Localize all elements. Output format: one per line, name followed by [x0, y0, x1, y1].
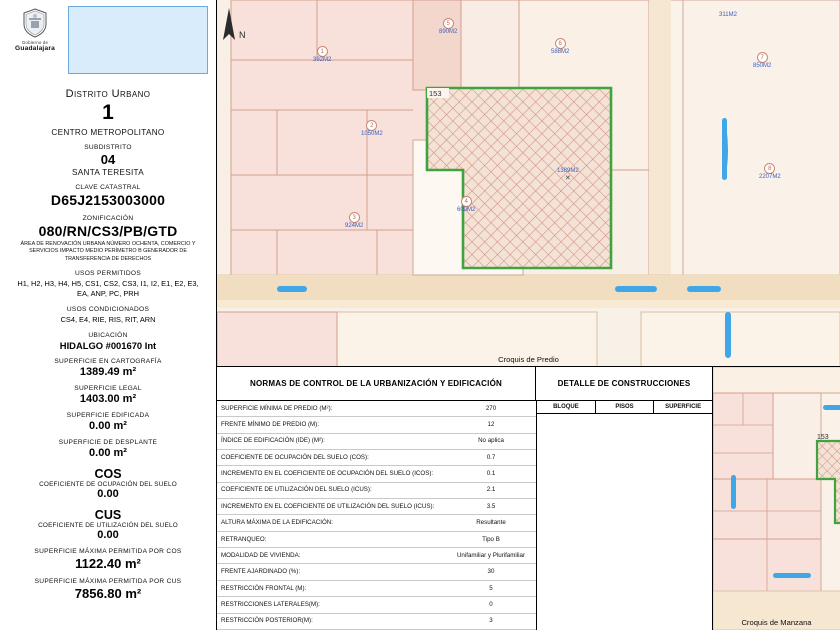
detalle-table	[537, 401, 712, 414]
superficie-edificada-label: SUPERFICIE EDIFICADA	[66, 411, 150, 419]
norm-value: 0.1	[445, 466, 537, 482]
subdistrito-label: SUBDISTRITO	[84, 144, 132, 151]
norms-title: NORMAS DE CONTROL DE LA URBANIZACIÓN Y EDIFICACIÓN	[217, 367, 536, 400]
usos-condicionados-value: CS4, E4, RIE, RIS, RIT, ARN	[60, 314, 156, 324]
right-column	[217, 0, 840, 630]
block-map-caption: Croquis de Manzana	[741, 618, 812, 627]
norms-panel	[217, 367, 713, 630]
max-cus-value: 7856.80 m²	[74, 585, 142, 601]
norm-key: COEFICIENTE DE UTILIZACIÓN DEL SUELO (ICUS):	[217, 482, 445, 498]
norm-value: 2.1	[445, 482, 537, 498]
ubicacion-label: UBICACIÓN	[88, 331, 128, 339]
table-row	[217, 548, 537, 564]
norm-value: 12	[445, 417, 537, 433]
table-row	[217, 401, 537, 417]
table-row	[217, 499, 537, 515]
usos-permitidos-value: H1, H2, H3, H4, H5, CS1, CS2, CS3, I1, I2, E1, E2, E3, EA, ANP, PC, PRH	[17, 278, 199, 298]
cos-title: COS	[94, 466, 122, 481]
norm-value: 270	[445, 401, 537, 417]
clave-catastral-value: D65J2153003000	[50, 192, 166, 208]
parcel-label-4: 4 600M2	[457, 196, 475, 213]
norm-key: MODALIDAD DE VIVIENDA:	[217, 548, 445, 564]
government-crest	[6, 6, 64, 52]
norms-body	[217, 401, 712, 630]
norm-key: COEFICIENTE DE OCUPACIÓN DEL SUELO (COS):	[217, 449, 445, 465]
parcel-label-3: 3 924M2	[345, 212, 363, 229]
norm-key: SUPERFICIE MÍNIMA DE PREDIO (M²):	[217, 401, 445, 417]
logo-placeholder	[68, 6, 208, 74]
norm-key: RESTRICCIÓN POSTERIOR(M):	[217, 613, 445, 629]
table-row	[217, 417, 537, 433]
detalle-construcciones-panel	[536, 401, 712, 630]
norm-value: 30	[445, 564, 537, 580]
norm-key: FRENTE MÍNIMO DE PREDIO (M):	[217, 417, 445, 433]
norm-key: ALTURA MÁXIMA DE LA EDIFICACIÓN:	[217, 515, 445, 531]
col-superficie: SUPERFICIE	[654, 401, 712, 414]
parcel-map-svg	[217, 0, 840, 367]
col-bloque: BLOQUE	[537, 401, 595, 414]
ubicacion-value: HIDALGO #001670 Int	[59, 339, 157, 351]
norm-key: RESTRICCIÓN FRONTAL (M):	[217, 580, 445, 596]
table-row	[217, 515, 537, 531]
parcel-label-2: 2 1050M2	[361, 120, 383, 137]
norm-value: 3.5	[445, 499, 537, 515]
superficie-desplante-value: 0.00 m²	[89, 446, 127, 459]
info-panel	[0, 0, 217, 630]
norm-key: RESTRICCIONES LATERALES(M):	[217, 597, 445, 613]
norm-value: 3	[445, 613, 537, 629]
max-cos-label: SUPERFICIE MÁXIMA PERMITIDA POR COS	[34, 547, 182, 555]
parcel-label-6: 6 588M2	[551, 38, 569, 55]
cus-subtitle: COEFICIENTE DE UTILIZACIÓN DEL SUELO	[38, 521, 178, 529]
distrito-label: Distrito Urbano	[65, 88, 151, 100]
block-map-svg	[713, 367, 840, 630]
cus-title: CUS	[94, 507, 122, 522]
parcel-label-5: 5 890M2	[439, 18, 457, 35]
crest-line1: Gobierno de	[21, 40, 49, 45]
norms-table	[217, 401, 537, 630]
norm-key: RETRANQUEO:	[217, 531, 445, 547]
parcel-label-8: 8 2207M2	[759, 163, 781, 180]
info-panel-body	[0, 88, 216, 601]
street-number-label: 153	[429, 89, 442, 98]
superficie-legal-label: SUPERFICIE LEGAL	[74, 384, 142, 392]
superficie-cartografia-value: 1389.49 m²	[79, 365, 137, 378]
usos-condicionados-label: USOS CONDICIONADOS	[66, 305, 150, 313]
zonificacion-description: ÁREA DE RENOVACIÓN URBANA NÚMERO OCHENTA, COMERCIO Y SERVICIOS IMPACTO MEDIO PERÍMETRO B GENERADOR DE TRANSFERENCIA DE DERECHOS	[20, 241, 196, 262]
zonificacion-value: 080/RN/CS3/PB/GTD	[38, 223, 178, 239]
superficie-cartografia-label: SUPERFICIE EN CARTOGRAFÍA	[54, 357, 162, 365]
table-row	[217, 449, 537, 465]
norm-key: INCREMENTO EN EL COEFICIENTE DE UTILIZACIÓN DEL SUELO (ICUS):	[217, 499, 445, 515]
norm-value: Tipo B	[445, 531, 537, 547]
svg-text:N: N	[239, 30, 246, 40]
subdistrito-name: SANTA TERESITA	[72, 168, 144, 177]
parcel-map[interactable]	[217, 0, 840, 367]
usos-permitidos-label: USOS PERMITIDOS	[74, 269, 142, 277]
parcel-label-7: 7 850M2	[753, 52, 771, 69]
norm-key: ÍNDICE DE EDIFICACIÓN (IDE) (M²):	[217, 433, 445, 449]
crest-line2: Guadalajara	[15, 45, 55, 52]
norms-header	[217, 367, 712, 401]
subdistrito-number: 04	[100, 152, 116, 167]
max-cos-value: 1122.40 m²	[75, 555, 141, 571]
parcel-map-caption: Croquis de Predio	[498, 355, 559, 364]
superficie-legal-value: 1403.00 m²	[79, 392, 137, 405]
header-row	[0, 0, 216, 84]
clave-catastral-label: CLAVE CATASTRAL	[75, 184, 141, 191]
norm-value: 5	[445, 580, 537, 596]
parcel-label-1: 1 392M2	[313, 46, 331, 63]
table-row	[217, 466, 537, 482]
col-pisos: PISOS	[595, 401, 653, 414]
parcel-label-10: 311M2	[719, 12, 737, 18]
superficie-desplante-label: SUPERFICIE DE DESPLANTE	[58, 438, 158, 446]
table-row	[217, 433, 537, 449]
cos-value: 0.00	[97, 487, 119, 500]
detalle-title: DETALLE DE CONSTRUCCIONES	[557, 379, 691, 388]
block-map[interactable]	[713, 367, 840, 630]
norm-value: 0.7	[445, 449, 537, 465]
norm-value: Unifamiliar y Plurifamiliar	[445, 548, 537, 564]
norm-value: 0	[445, 597, 537, 613]
distrito-name: CENTRO METROPOLITANO	[51, 128, 165, 137]
zonificacion-label: ZONIFICACIÓN	[82, 215, 134, 222]
superficie-edificada-value: 0.00 m²	[89, 419, 127, 432]
max-cus-label: SUPERFICIE MÁXIMA PERMITIDA POR CUS	[34, 577, 182, 585]
cos-subtitle: COEFICIENTE DE OCUPACIÓN DEL SUELO	[39, 480, 177, 488]
table-row	[217, 580, 537, 596]
norm-key: FRENTE AJARDINADO (%):	[217, 564, 445, 580]
table-row	[217, 564, 537, 580]
norm-value: Resultante	[445, 515, 537, 531]
cus-value: 0.00	[97, 528, 119, 541]
table-row	[217, 531, 537, 547]
distrito-number: 1	[102, 101, 114, 124]
street-number-label-mini: 153	[817, 434, 829, 441]
bottom-section	[217, 367, 840, 630]
norm-value: No aplica	[445, 433, 537, 449]
table-row	[217, 613, 537, 629]
table-row	[217, 597, 537, 613]
table-header-row	[537, 401, 712, 414]
shield-icon	[22, 8, 48, 38]
parcel-label-9: 1389M2 ✕	[557, 168, 579, 182]
table-row	[217, 482, 537, 498]
norm-key: INCREMENTO EN EL COEFICIENTE DE OCUPACIÓN DEL SUELO (ICOS):	[217, 466, 445, 482]
